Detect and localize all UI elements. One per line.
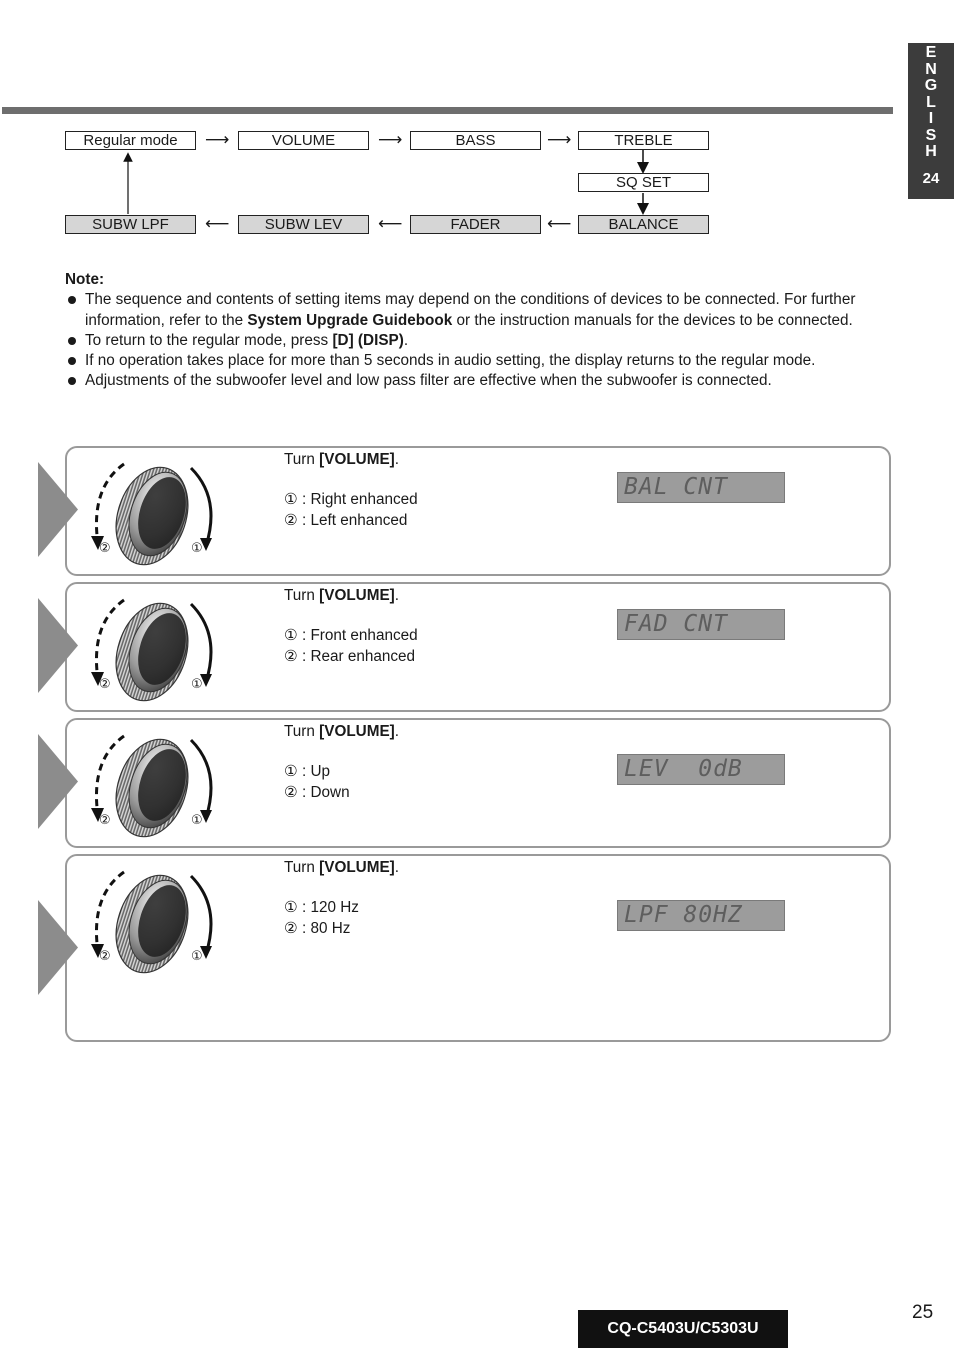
ccw-label: ② [99,540,111,555]
flow-bass: BASS [410,131,541,150]
volume-knob [86,730,226,850]
note-section [65,270,865,392]
volume-knob [86,866,226,986]
volume-knob [86,594,226,714]
option-clockwise: ① : Front enhanced [284,627,418,645]
arrow-right-icon: ⟶ [205,130,230,149]
instruction-text [284,586,418,667]
note-item: Adjustments of the subwoofer level and low pass filter are effective when the subwoofer is connected. [65,371,865,391]
flow-subw-lpf: SUBW LPF [65,215,196,234]
cw-label: ① [191,540,203,555]
option-counterclockwise: ② : 80 Hz [284,919,351,937]
option-counterclockwise: ② : Rear enhanced [284,647,416,665]
flow-treble: TREBLE [578,131,709,150]
flow-volume: VOLUME [238,131,369,150]
option-clockwise: ① : 120 Hz [284,899,359,917]
instruction-text [284,722,399,803]
ccw-label: ② [99,812,111,827]
turn-instruction: Turn [VOLUME]. [284,451,400,468]
cw-label: ① [191,948,203,963]
tab-letter: S [925,126,937,144]
tab-letter: G [924,77,938,94]
cw-label: ① [191,812,203,827]
note-item: To return to the regular mode, press [D] (DISP). [65,331,865,351]
flow-subw-lev: SUBW LEV [238,215,369,234]
instruction-text [284,858,399,939]
arrow-left-icon: ⟵ [378,214,403,233]
flow-sq-set: SQ SET [578,173,709,192]
option-clockwise: ① : Right enhanced [284,491,418,509]
flow-fader: FADER [410,215,541,234]
arrow-right-icon: ⟶ [378,130,403,149]
flow-balance: BALANCE [578,215,709,234]
step-pointer-icon [38,598,78,698]
note-title: Note: [65,271,105,288]
tab-letter: N [925,60,937,78]
model-number: CQ-C5403U/C5303U [578,1310,788,1348]
lcd-display: FAD CNT [617,609,785,640]
instruction-text [284,450,418,531]
tab-letter: I [928,110,934,127]
lcd-display: LEV 0dB [617,754,785,785]
option-clockwise: ① : Up [284,763,331,781]
arrow-left-icon: ⟵ [205,214,230,233]
turn-instruction: Turn [VOLUME]. [284,587,400,604]
lcd-display: LPF 80HZ [617,900,785,931]
turn-instruction: Turn [VOLUME]. [284,859,400,876]
turn-instruction: Turn [VOLUME]. [284,723,400,740]
tab-letter: E [925,44,937,61]
ccw-label: ② [99,676,111,691]
tab-letter: L [926,93,936,111]
option-counterclockwise: ② : Left enhanced [284,511,408,529]
flow-regular-mode: Regular mode [65,131,196,150]
cw-label: ① [191,676,203,691]
tab-letter: H [925,143,937,160]
page-number: 25 [912,1302,934,1323]
tab-page-number: 24 [922,169,940,187]
note-item: The sequence and contents of setting items may depend on the conditions of devices to be connected. For further information, refer to the System Upgrade Guidebook or the instruction manuals for the devices to be connected. [65,290,865,331]
arrow-left-icon: ⟵ [547,214,572,233]
option-counterclockwise: ② : Down [284,783,350,801]
arrow-right-icon: ⟶ [547,130,572,149]
step-pointer-icon [38,900,78,1000]
note-item: If no operation takes place for more than 5 seconds in audio setting, the display returns to the regular mode. [65,351,865,371]
lcd-display: BAL CNT [617,472,785,503]
step-pointer-icon [38,734,78,834]
ccw-label: ② [99,948,111,963]
volume-knob [86,458,226,578]
step-pointer-icon [38,462,78,562]
